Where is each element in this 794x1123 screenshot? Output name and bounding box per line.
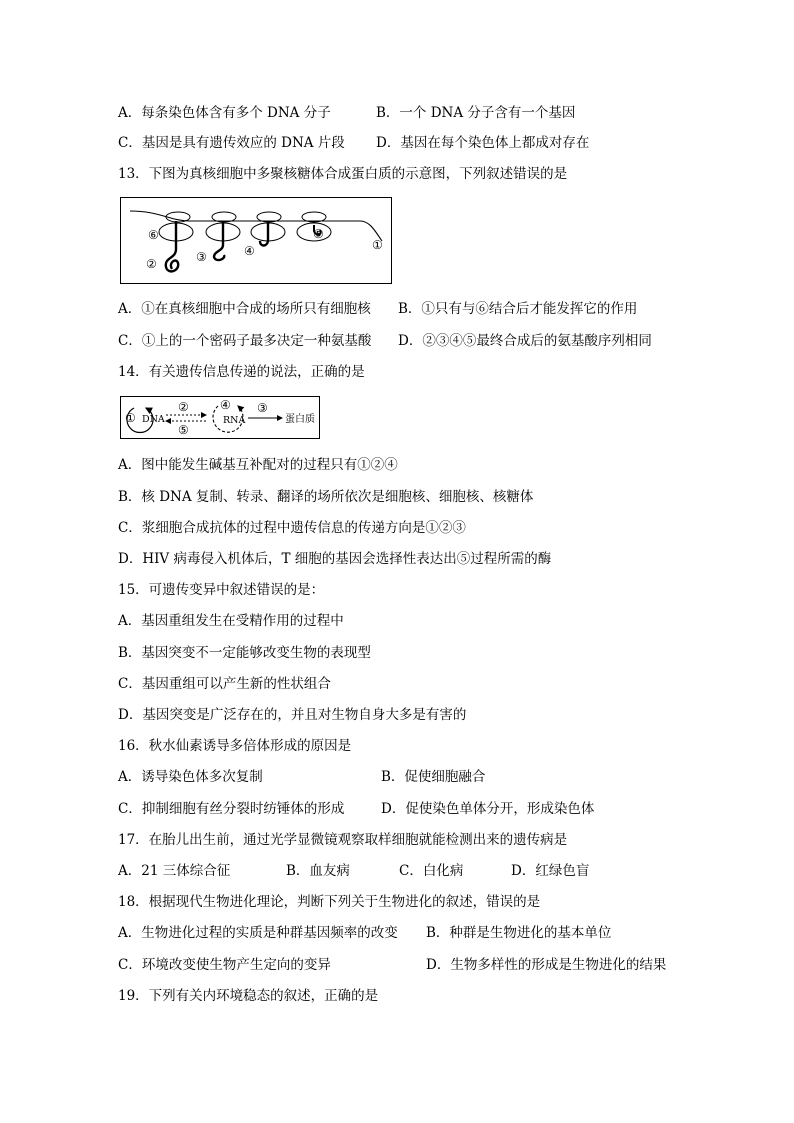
q17-option-b: B．血友病 [286, 863, 350, 879]
q18-option-a: A．生物进化过程的实质是种群基因频率的改变 [118, 925, 398, 941]
q16-option-c: C．抑制细胞有丝分裂时纺锤体的形成 [118, 801, 345, 817]
label-4: ④ [244, 244, 255, 258]
q12-option-d: D．基因在每个染色体上都成对存在 [376, 135, 590, 151]
q16-option-d: D．促使染色单体分开，形成染色体 [381, 801, 595, 817]
label-1: ① [372, 238, 383, 252]
q18-option-d: D．生物多样性的形成是生物进化的结果 [426, 957, 667, 973]
q12-option-a: A．每条染色体含有多个 DNA 分子 [118, 105, 331, 121]
q13-option-b: B．①只有与⑥结合后才能发挥它的作用 [398, 301, 638, 317]
dogma-num-5: ⑤ [178, 423, 189, 437]
q17-option-a: A．21 三体综合征 [118, 863, 231, 879]
q13-option-c: C．①上的一个密码子最多决定一种氨基酸 [118, 333, 372, 349]
q12-option-c: C．基因是具有遗传效应的 DNA 片段 [118, 135, 345, 151]
q18-stem: 18．根据现代生物进化理论，判断下列关于生物进化的叙述，错误的是 [118, 894, 541, 910]
q17-option-d: D．红绿色盲 [511, 863, 590, 879]
q15-stem: 15．可遗传变异中叙述错误的是： [118, 582, 325, 598]
q17-stem: 17．在胎儿出生前，通过光学显微镜观察取样细胞就能检测出来的遗传病是 [118, 832, 568, 848]
dogma-dna: DNA [142, 414, 165, 425]
q15-option-d: D．基因突变是广泛存在的，并且对生物自身大多是有害的 [118, 707, 467, 723]
q18-option-c: C．环境改变使生物产生定向的变异 [118, 957, 331, 973]
q18-option-b: B．种群是生物进化的基本单位 [426, 925, 612, 941]
q19-stem: 19．下列有关内环境稳态的叙述，正确的是 [118, 988, 379, 1004]
polyribosome-diagram [120, 197, 392, 284]
dogma-rna: RNA [223, 415, 246, 426]
dogma-num-2: ② [178, 400, 189, 414]
q13-option-a: A．①在真核细胞中合成的场所只有细胞核 [118, 301, 371, 317]
q13-option-d: D．②③④⑤最终合成后的氨基酸序列相同 [398, 333, 652, 349]
label-3: ③ [196, 250, 207, 264]
q14-stem: 14．有关遗传信息传递的说法，正确的是 [118, 364, 365, 380]
dogma-num-3: ③ [257, 401, 268, 415]
polyribosome-figure [120, 197, 392, 284]
q16-option-b: B．促使细胞融合 [381, 769, 486, 785]
q12-option-b: B．一个 DNA 分子含有一个基因 [376, 105, 576, 121]
q17-option-c: C．白化病 [399, 863, 464, 879]
central-dogma-diagram [120, 396, 320, 439]
dogma-num-1: ① [125, 411, 136, 425]
label-6: ⑥ [148, 228, 159, 242]
q14-option-b: B．核 DNA 复制、转录、翻译的场所依次是细胞核、细胞核、核糖体 [118, 489, 534, 505]
q15-option-c: C．基因重组可以产生新的性状组合 [118, 676, 331, 692]
q14-option-c: C．浆细胞合成抗体的过程中遗传信息的传递方向是①②③ [118, 520, 466, 536]
dogma-protein: 蛋白质 [285, 414, 315, 425]
dogma-num-4: ④ [220, 398, 231, 412]
q15-option-b: B．基因突变不一定能够改变生物的表现型 [118, 645, 371, 661]
q14-option-a: A．图中能发生碱基互补配对的过程只有①②④ [118, 457, 398, 473]
q16-stem: 16．秋水仙素诱导多倍体形成的原因是 [118, 738, 352, 754]
label-2: ② [146, 257, 157, 271]
central-dogma-figure [120, 396, 320, 439]
q14-option-d: D．HIV 病毒侵入机体后，T 细胞的基因会选择性表达出⑤过程所需的酶 [118, 551, 552, 567]
q15-option-a: A．基因重组发生在受精作用的过程中 [118, 613, 344, 629]
label-5: ⑤ [313, 227, 324, 241]
q13-stem: 13．下图为真核细胞中多聚核糖体合成蛋白质的示意图，下列叙述错误的是 [118, 166, 568, 182]
q16-option-a: A．诱导染色体多次复制 [118, 769, 263, 785]
